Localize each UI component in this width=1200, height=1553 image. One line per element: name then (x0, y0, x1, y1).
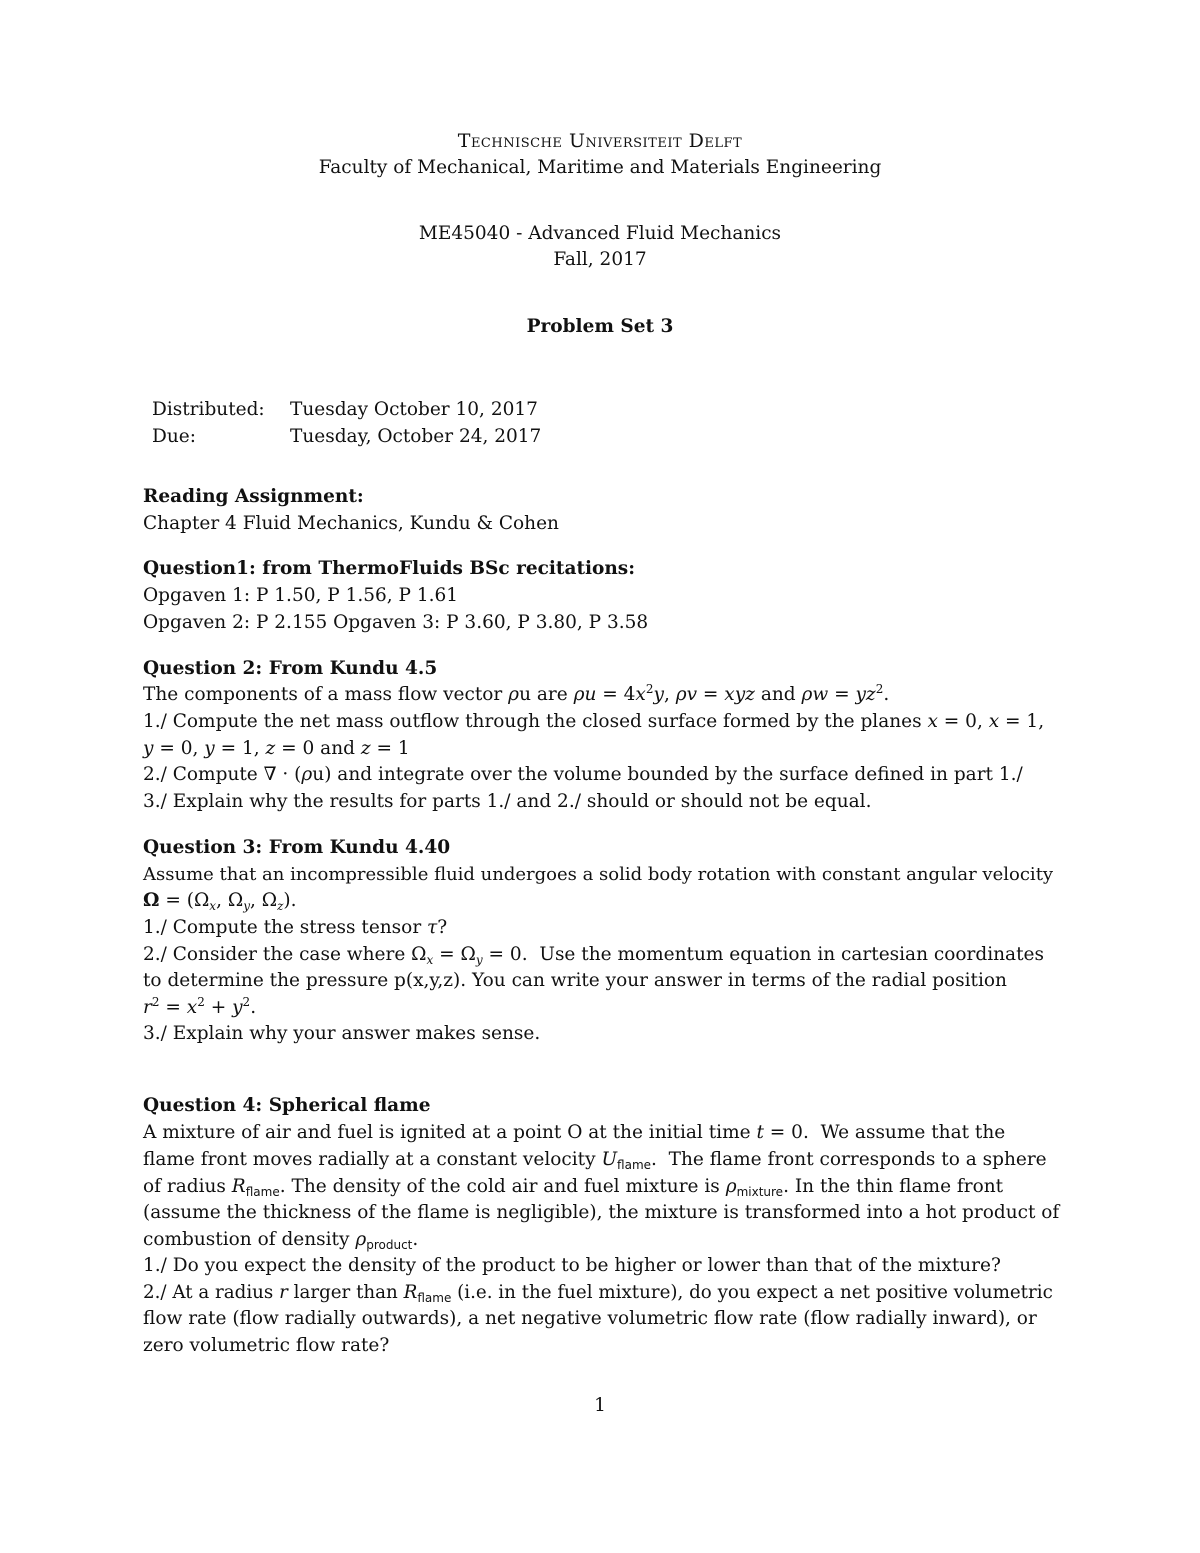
q3-line-6: $r^2 = x^2 + y^2$. (143, 995, 257, 1018)
q2-line-2: 1./ Compute the net mass outflow through the closed surface formed by the planes x = 0, x = 1, (143, 711, 1045, 732)
course-term: Fall, 2017 (553, 249, 647, 270)
q1-heading: Question1: from ThermoFluids BSc recitations: (143, 558, 636, 579)
q3-line-2: $\Omega = (\Omega_x$, $\Omega_y$, $\Omega_z$). (143, 890, 297, 913)
q1-line-1: Opgaven 1: P 1.50, P 1.56, P 1.61 (143, 585, 459, 606)
q3-line-7: 3./ Explain why your answer makes sense. (143, 1023, 541, 1044)
q4-line-4: (assume the thickness of the flame is negligible), the mixture is transformed into a hot product of (143, 1202, 1060, 1223)
q3-line-4: 2./ Consider the case where $\Omega_x = \Omega_y = 0$. Use the momentum equation in cartesian coordinates (143, 944, 1044, 967)
faculty-name: Faculty of Mechanical, Maritime and Materials Engineering (318, 157, 882, 178)
distributed-value: Tuesday October 10, 2017 (290, 399, 538, 420)
q4-line-9: zero volumetric flow rate? (143, 1335, 390, 1356)
problem-set-title: Problem Set 3 (526, 316, 674, 337)
due-label: Due: (152, 426, 196, 447)
q2-line-4: 2./ Compute ∇ · (ρu) and integrate over the volume bounded by the surface defined in part 1./ (143, 764, 1023, 785)
university-name: Technische Universiteit Delft (457, 130, 743, 152)
q3-heading: Question 3: From Kundu 4.40 (143, 837, 451, 858)
q4-line-8: flow rate (flow radially outwards), a net negative volumetric flow rate (flow radially inward), or (143, 1308, 1037, 1329)
q2-line-5: 3./ Explain why the results for parts 1./ and 2./ should or should not be equal. (143, 791, 872, 812)
q3-line-5: to determine the pressure p(x,y,z). You can write your answer in terms of the radial position (143, 970, 1007, 991)
reading-text: Chapter 4 Fluid Mechanics, Kundu & Cohen (143, 513, 559, 534)
q4-line-1: A mixture of air and fuel is ignited at a point O at the initial time t = 0. We assume that the (143, 1122, 1006, 1143)
q4-line-3: of radius $R_{flame}$. The density of the cold air and fuel mixture is $\rho_{mixture}$. In the thin flame front (143, 1176, 1004, 1199)
q4-heading: Question 4: Spherical flame (143, 1095, 431, 1116)
q4-line-7: 2./ At a radius r larger than $R_{flame}$ (i.e. in the fuel mixture), do you expect a net positive volumetric (143, 1282, 1053, 1305)
q2-line-1: The components of a mass flow vector ρu are $\rho u = 4x^2y$, ρv = xyz and $\rho w = yz^2$. (143, 682, 890, 705)
q2-heading: Question 2: From Kundu 4.5 (143, 658, 438, 679)
page-number: 1 (594, 1395, 606, 1416)
q1-line-2: Opgaven 2: P 2.155 Opgaven 3: P 3.60, P 3.80, P 3.58 (143, 612, 649, 633)
reading-heading: Reading Assignment: (143, 486, 364, 507)
due-value: Tuesday, October 24, 2017 (290, 426, 542, 447)
q3-line-3: 1./ Compute the stress tensor τ? (143, 917, 448, 938)
q3-line-1: Assume that an incompressible fluid undergoes a solid body rotation with constant angular velocity (143, 864, 1054, 885)
q4-line-2: flame front moves radially at a constant velocity $U_{flame}$. The flame front corresponds to a sphere (143, 1149, 1047, 1172)
course-title: ME45040 - Advanced Fluid Mechanics (418, 223, 782, 244)
distributed-label: Distributed: (152, 399, 265, 420)
q2-line-3: y = 0, y = 1, z = 0 and z = 1 (143, 738, 410, 759)
q4-line-6: 1./ Do you expect the density of the product to be higher or lower than that of the mixture? (143, 1255, 1001, 1276)
q4-line-5: combustion of density $\rho_{product}$. (143, 1229, 419, 1252)
